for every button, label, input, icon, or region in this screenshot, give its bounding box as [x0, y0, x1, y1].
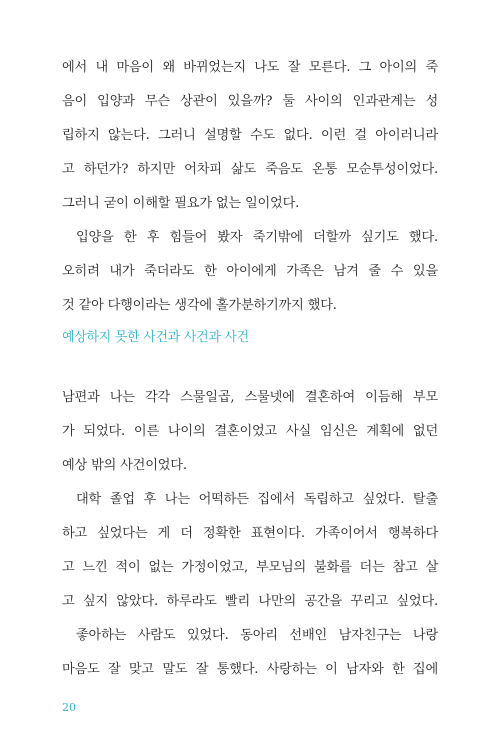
body-line: 고 하던가? 하지만 어차피 삶도 죽음도 온통 모순투성이었다.: [62, 162, 438, 177]
paragraph-first-line: 입양을 한 후 힘들어 봤자 죽기밖에 더할까 싶기도 했다.: [76, 230, 438, 245]
page-number: 20: [62, 701, 76, 714]
body-line: 립하지 않는다. 그러니 설명할 수도 없다. 이런 걸 아이러니라: [62, 128, 438, 143]
paragraph-first-line: 좋아하는 사람도 있었다. 동아리 선배인 남자친구는 나랑: [76, 628, 438, 643]
body-line: 음이 입양과 무슨 상관이 있을까? 둘 사이의 인과관계는 성: [62, 94, 438, 109]
body-line: 고 느낀 적이 없는 가정이었고, 부모님의 불화를 더는 참고 살: [62, 560, 438, 575]
body-line: 그러니 굳이 이해할 필요가 없는 일이었다.: [62, 196, 300, 211]
section-heading: 예상하지 못한 사건과 사건과 사건: [62, 330, 249, 345]
paragraph-first-line: 남편과 나는 각각 스물일곱, 스물넷에 결혼하여 이듬해 부모: [62, 390, 438, 405]
body-line: 하고 싶었다는 게 더 정확한 표현이다. 가족이어서 행복하다: [62, 526, 438, 541]
body-line: 가 되었다. 이른 나이의 결혼이었고 사실 임신은 계획에 없던: [62, 424, 438, 439]
body-line: 것 같아 다행이라는 생각에 홀가분하기까지 했다.: [62, 298, 337, 313]
body-line: 에서 내 마음이 왜 바뀌었는지 나도 잘 모른다. 그 아이의 죽: [62, 60, 438, 75]
body-line: 마음도 잘 맞고 말도 잘 통했다. 사랑하는 이 남자와 한 집에: [62, 662, 438, 677]
body-line: 오히려 내가 죽더라도 한 아이에게 가족은 남겨 줄 수 있을: [62, 264, 438, 279]
paragraph-first-line: 대학 졸업 후 나는 어떡하든 집에서 독립하고 싶었다. 탈출: [76, 492, 438, 507]
body-line: 예상 밖의 사건이었다.: [62, 458, 187, 473]
body-line: 고 싶지 않았다. 하루라도 빨리 나만의 공간을 꾸리고 싶었다.: [62, 594, 438, 609]
